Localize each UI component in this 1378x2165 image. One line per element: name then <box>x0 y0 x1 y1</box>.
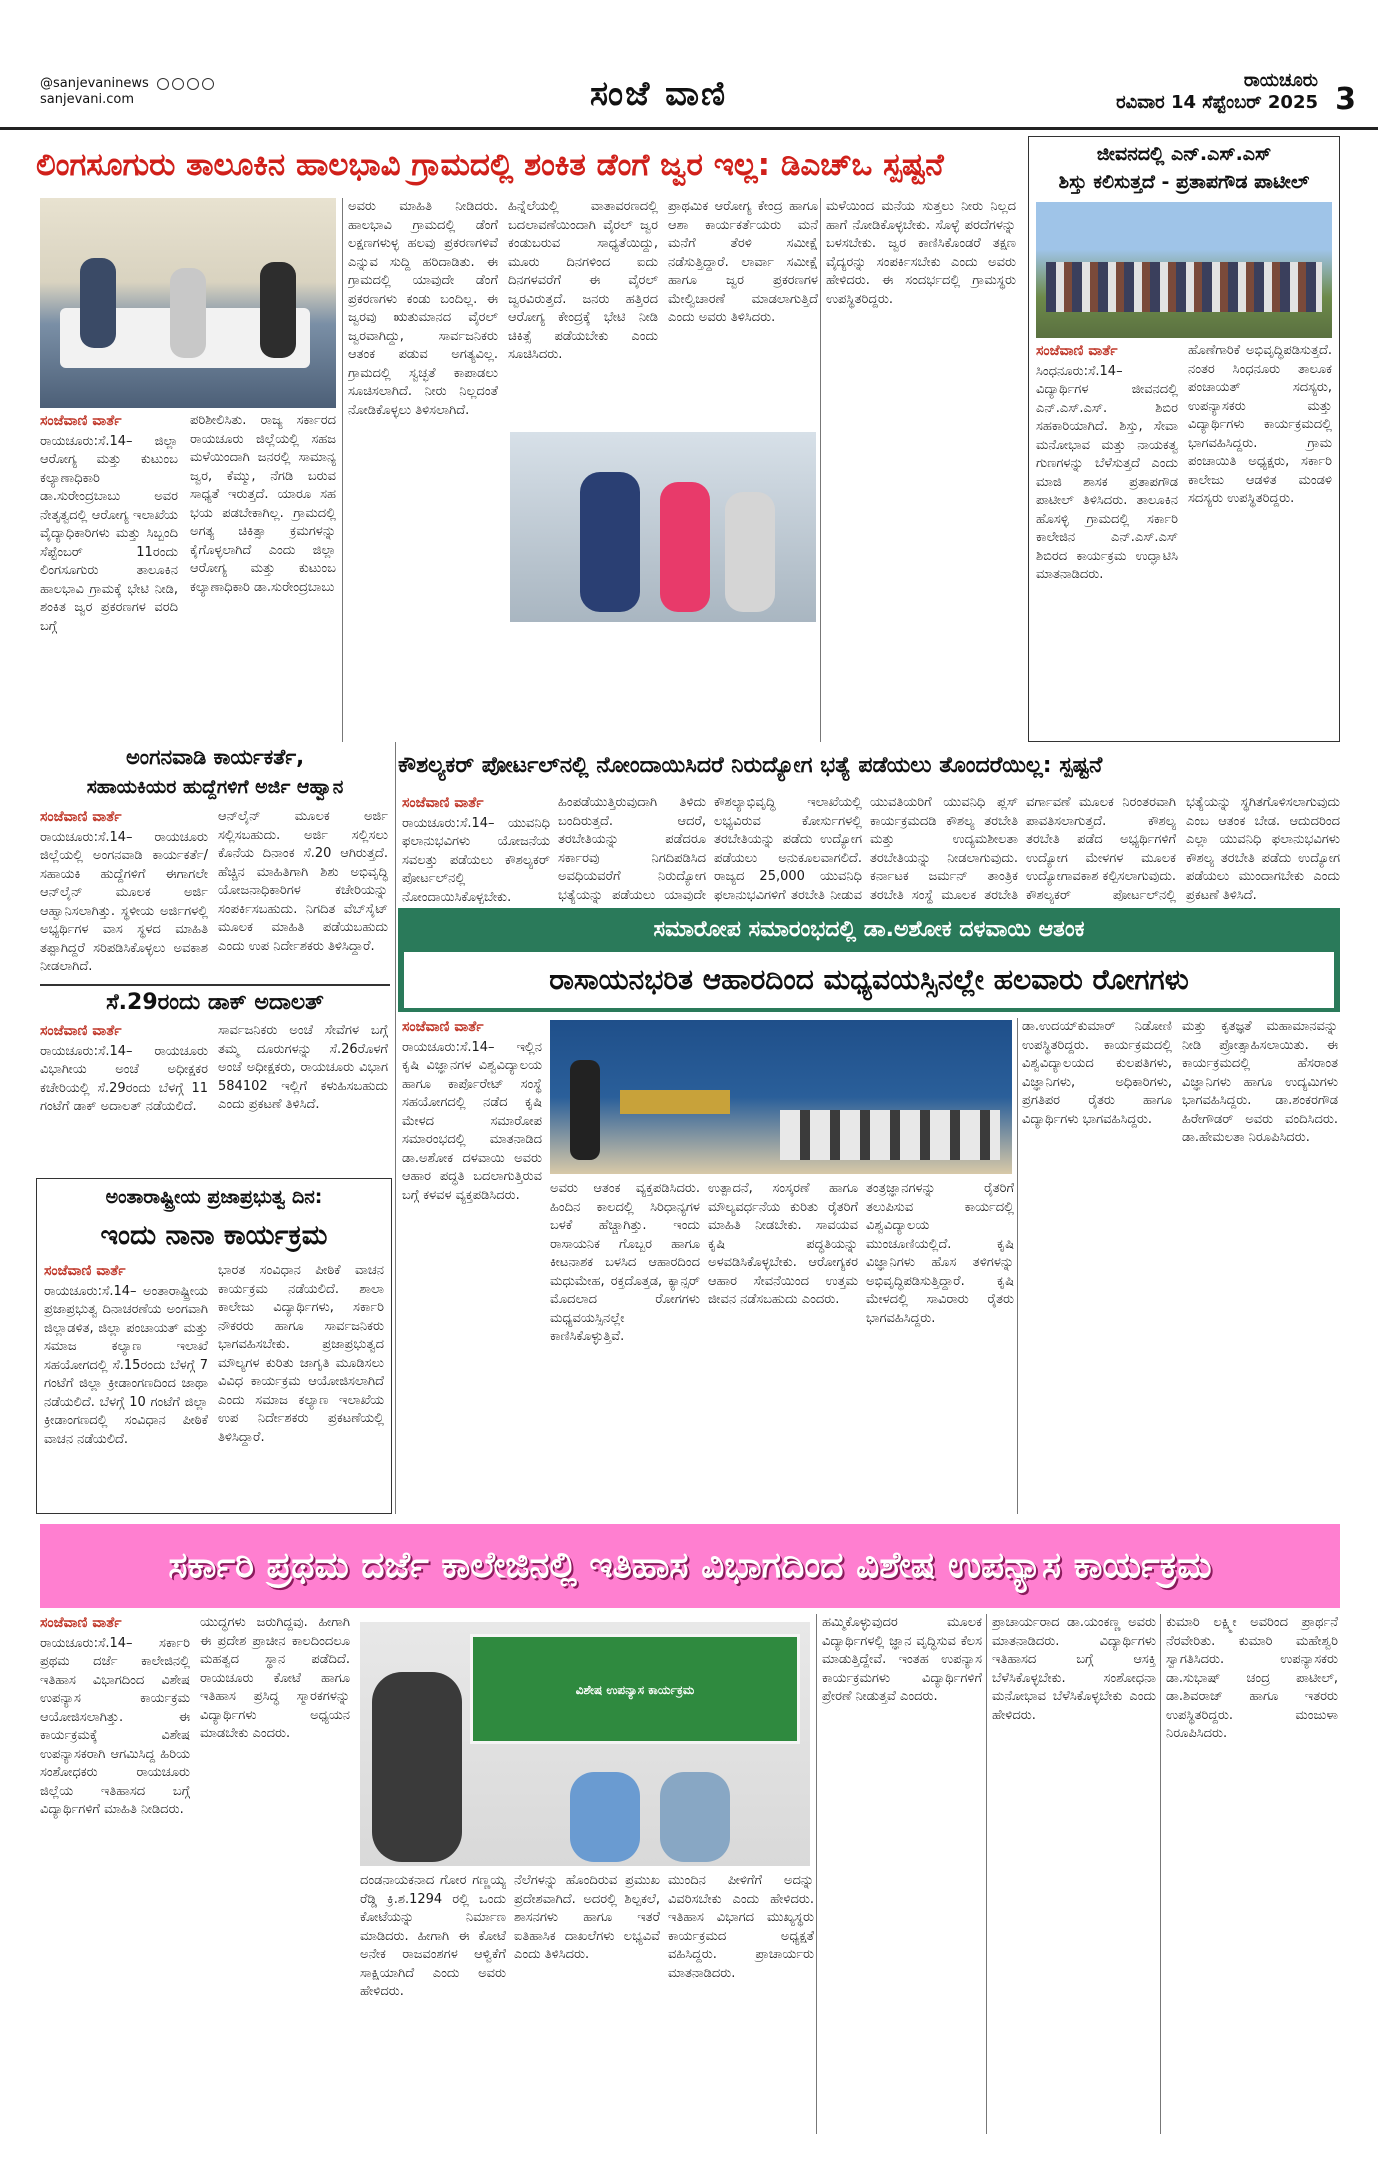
story7-text-1: ರಾಯಚೂರು:ಸೆ.14– ಇಲ್ಲಿನ ಕೃಷಿ ವಿಜ್ಞಾನಗಳ ವಿಶ್ವವಿದ್ಯಾಲಯ ಹಾಗೂ ಕಾರ್ಪೊರೇಟ್ ಸಂಸ್ಥೆ ಸಹಯೋಗದಲ್ಲಿ ನಡೆದ ಕೃಷಿ ಮೇಳದ ಸಮಾರೋಪ ಸಮಾರಂಭದಲ್ಲಿ ಮಾತನಾಡಿದ ಡಾ.ಅಶೋಕ ದಳವಾಯಿ ಅವರು ಆಹಾರ ಪದ್ಧತಿ ಬದಲಾಗುತ್ತಿರುವ ಬಗ್ಗೆ ಕಳವಳ ವ್ಯಕ್ತಪಡಿಸಿದರು. <box>402 1039 542 1203</box>
story5-column-1 <box>44 1262 208 1508</box>
story8-column-2 <box>200 1614 350 2134</box>
column-rule <box>820 198 821 742</box>
story7-photo <box>550 1020 1012 1174</box>
story3-text-2: ಆನ್‌ಲೈನ್ ಮೂಲಕ ಅರ್ಜಿ ಸಲ್ಲಿಸಬಹುದು. ಅರ್ಜಿ ಸಲ್ಲಿಸಲು ಕೊನೆಯ ದಿನಾಂಕ ಸೆ.20 ಆಗಿರುತ್ತದೆ. ಹೆಚ್ಚಿನ ಮಾಹಿತಿಗಾಗಿ ಶಿಶು ಅಭಿವೃದ್ಧಿ ಯೋಜನಾಧಿಕಾರಿಗಳ ಕಚೇರಿಯನ್ನು ಸಂಪರ್ಕಿಸಬಹುದು. ನಿಗದಿತ ವೆಬ್‌ಸೈಟ್ ಮೂಲಕ ಮಾಹಿತಿ ಪಡೆಯಬಹುದು ಎಂದು ಉಪ ನಿರ್ದೇಶಕರು ತಿಳಿಸಿದ್ದಾರೆ. <box>218 809 388 954</box>
story8-headline: ಸರ್ಕಾರಿ ಪ್ರಥಮ ದರ್ಜೆ ಕಾಲೇಜಿನಲ್ಲಿ ಇತಿಹಾಸ ವಿಭಾಗದಿಂದ ವಿಶೇಷ ಉಪನ್ಯಾಸ ಕಾರ್ಯಕ್ರಮ <box>168 1545 1212 1586</box>
column-rule <box>1017 1018 1018 1514</box>
story8-text-3: ದಂಡನಾಯಕನಾದ ಗೋರ ಗಣ್ಣಯ್ಯ ರೆಡ್ಡಿ ಕ್ರಿ.ಶ.1294 ರಲ್ಲಿ ಒಂದು ಕೋಟೆಯನ್ನು ನಿರ್ಮಾಣ ಮಾಡಿದರು. ಹೀಗಾಗಿ ಈ ಕೋಟೆ ಅನೇಕ ರಾಜವಂಶಗಳ ಆಳ್ವಿಕೆಗೆ ಸಾಕ್ಷಿಯಾಗಿದೆ ಎಂದು ಅವರು ಹೇಳಿದರು. <box>360 1873 506 1999</box>
story1-column-6 <box>826 198 1016 742</box>
story4-byline: ಸಂಜೆವಾಣಿ ವಾರ್ತೆ <box>40 1023 122 1039</box>
story8-column-1 <box>40 1614 190 2134</box>
story6-text-4: ಯುವತಿಯರಿಗೆ ಯುವನಿಧಿ ಪ್ಲಸ್ ಕಾರ್ಯಕ್ರಮದಡಿ ಕೌಶಲ್ಯ ತರಬೇತಿ ಮತ್ತು ಉದ್ಯಮಶೀಲತಾ ತರಬೇತಿಯನ್ನು ನೀಡಲಾಗುವುದು. ಕರ್ನಾಟಕ ಜರ್ಮನ್ ತಾಂತ್ರಿಕ ತರಬೇತಿ ಸಂಸ್ಥೆ ಮೂಲಕ ತರಬೇತಿ <box>870 795 1018 903</box>
dateline <box>1116 70 1318 114</box>
column-rule <box>1160 1614 1161 2134</box>
story1-text-6: ಮಳೆಯಿಂದ ಮನೆಯ ಸುತ್ತಲು ನೀರು ನಿಲ್ಲದ ಹಾಗೆ ನೋಡಿಕೊಳ್ಳಬೇಕು. ಸೊಳ್ಳೆ ಪರದೆಗಳನ್ನು ಬಳಸಬೇಕು. ಜ್ವರ ಕಾಣಿಸಿಕೊಂಡರೆ ತಕ್ಷಣ ವೈದ್ಯರನ್ನು ಸಂಪರ್ಕಿಸಬೇಕು ಎಂದು ಅವರು ಹೇಳಿದರು. ಈ ಸಂದರ್ಭದಲ್ಲಿ ಗ್ರಾಮಸ್ಥರು ಉಪಸ್ಥಿತರಿದ್ದರು. <box>826 199 1016 307</box>
column-rule <box>816 1614 817 2134</box>
social-icons <box>157 78 214 90</box>
story4-headline: ಸೆ.29ರಂದು ಡಾಕ್ ಅದಾಲತ್ <box>106 990 324 1015</box>
story1-photo-2 <box>510 432 816 622</box>
newspaper-logo <box>590 74 727 114</box>
story1-text-1: ರಾಯಚೂರು:ಸೆ.14– ಜಿಲ್ಲಾ ಆರೋಗ್ಯ ಮತ್ತು ಕುಟುಂಬ ಕಲ್ಯಾಣಾಧಿಕಾರಿ ಡಾ.ಸುರೇಂದ್ರಬಾಬು ಅವರ ನೇತೃತ್ವದಲ್ಲಿ ಆರೋಗ್ಯ ಇಲಾಖೆಯ ವೈದ್ಯಾಧಿಕಾರಿಗಳು ಮತ್ತು ಸಿಬ್ಬಂದಿ ಸೆಪ್ಟೆಂಬರ್ 11ರಂದು ಲಿಂಗಸೂಗುರು ತಾಲೂಕಿನ ಹಾಲಭಾವಿ ಗ್ರಾಮಕ್ಕೆ ಭೇಟಿ ನೀಡಿ, ಶಂಕಿತ ಜ್ವರ ಪ್ರಕರಣಗಳ ವರದಿ ಬಗ್ಗೆ <box>40 433 178 634</box>
story3-headline-line1: ಅಂಗನವಾಡಿ ಕಾರ್ಯಕರ್ತೆ, <box>125 745 305 769</box>
story7-text-4: ತಂತ್ರಜ್ಞಾನಗಳನ್ನು ರೈತರಿಗೆ ತಲುಪಿಸುವ ಕಾರ್ಯದಲ್ಲಿ ವಿಶ್ವವಿದ್ಯಾಲಯ ಮುಂಚೂಣಿಯಲ್ಲಿದೆ. ಕೃಷಿ ವಿಜ್ಞಾನಿಗಳು ಹೊಸ ತಳಿಗಳನ್ನು ಅಭಿವೃದ್ಧಿಪಡಿಸುತ್ತಿದ್ದಾರೆ. ಕೃಷಿ ಮೇಳದಲ್ಲಿ ಸಾವಿರಾರು ರೈತರು ಭಾಗವಹಿಸಿದ್ದರು. <box>866 1181 1014 1326</box>
story5-headline-line2: ಇಂದು ನಾನಾ ಕಾರ್ಯಕ್ರಮ <box>100 1220 328 1251</box>
story6-headline: ಕೌಶಲ್ಯಕರ್ ಪೋರ್ಟಲ್‌ನಲ್ಲಿ ನೋಂದಾಯಿಸಿದರೆ ನಿರುದ್ಯೋಗ ಭತ್ಯೆ ಪಡೆಯಲು ತೊಂದರೆಯಿಲ್ಲ: ಸ್ಪಷ್ಟನೆ <box>398 753 1103 778</box>
story5-text-2: ಭಾರತ ಸಂವಿಧಾನ ಪೀಠಿಕೆ ವಾಚನ ಕಾರ್ಯಕ್ರಮ ನಡೆಯಲಿದೆ. ಶಾಲಾ ಕಾಲೇಜು ವಿದ್ಯಾರ್ಥಿಗಳು, ಸರ್ಕಾರಿ ನೌಕರರು ಹಾಗೂ ಸಾರ್ವಜನಿಕರು ಭಾಗವಹಿಸಬೇಕು. ಪ್ರಜಾಪ್ರಭುತ್ವದ ಮೌಲ್ಯಗಳ ಕುರಿತು ಜಾಗೃತಿ ಮೂಡಿಸಲು ವಿವಿಧ ಕಾರ್ಯಕ್ರಮ ಆಯೋಜಿಸಲಾಗಿದೆ ಎಂದು ಸಮಾಜ ಕಲ್ಯಾಣ ಇಲಾಖೆಯ ಉಪ ನಿರ್ದೇಶಕರು ಪ್ರಕಟಣೆಯಲ್ಲಿ ತಿಳಿಸಿದ್ದಾರೆ. <box>218 1263 384 1445</box>
story3-text-1: ರಾಯಚೂರು:ಸೆ.14– ರಾಯಚೂರು ಜಿಲ್ಲೆಯಲ್ಲಿ ಅಂಗನವಾಡಿ ಕಾರ್ಯಕರ್ತೆ/ಸಹಾಯಕಿ ಹುದ್ದೆಗಳಿಗೆ ಈಗಾಗಲೇ ಆನ್‌ಲೈನ್ ಮೂಲಕ ಅರ್ಜಿ ಆಹ್ವಾನಿಸಲಾಗಿತ್ತು. ಸ್ಥಳೀಯ ಅರ್ಜಿಗಳಲ್ಲಿ ಅಭ್ಯರ್ಥಿಗಳ ವಾಸ ಸ್ಥಳದ ಮಾಹಿತಿ ತಪ್ಪಾಗಿದ್ದರೆ ಸರಿಪಡಿಸಿಕೊಳ್ಳಲು ಅವಕಾಶ ನೀಡಲಾಗಿದೆ. <box>40 829 208 974</box>
story8-text-1: ರಾಯಚೂರು:ಸೆ.14– ಸರ್ಕಾರಿ ಪ್ರಥಮ ದರ್ಜೆ ಕಾಲೇಜಿನಲ್ಲಿ ಇತಿಹಾಸ ವಿಭಾಗದಿಂದ ವಿಶೇಷ ಉಪನ್ಯಾಸ ಕಾರ್ಯಕ್ರಮ ಆಯೋಜಿಸಲಾಗಿತ್ತು. ಈ ಕಾರ್ಯಕ್ರಮಕ್ಕೆ ವಿಶೇಷ ಉಪನ್ಯಾಸಕರಾಗಿ ಆಗಮಿಸಿದ್ದ ಹಿರಿಯ ಸಂಶೋಧಕರು ರಾಯಚೂರು ಜಿಲ್ಲೆಯ ಇತಿಹಾಸದ ಬಗ್ಗೆ ವಿದ್ಯಾರ್ಥಿಗಳಿಗೆ ಮಾಹಿತಿ ನೀಡಿದರು. <box>40 1635 190 1817</box>
story5-text-1: ರಾಯಚೂರು:ಸೆ.14– ಅಂತಾರಾಷ್ಟ್ರೀಯ ಪ್ರಜಾಪ್ರಭುತ್ವ ದಿನಾಚರಣೆಯ ಅಂಗವಾಗಿ ಜಿಲ್ಲಾಡಳಿತ, ಜಿಲ್ಲಾ ಪಂಚಾಯತ್ ಮತ್ತು ಸಮಾಜ ಕಲ್ಯಾಣ ಇಲಾಖೆ ಸಹಯೋಗದಲ್ಲಿ ಸೆ.15ರಂದು ಬೆಳಗ್ಗೆ 7 ಗಂಟೆಗೆ ಜಿಲ್ಲಾ ಕ್ರೀಡಾಂಗಣದಿಂದ ಜಾಥಾ ನಡೆಯಲಿದೆ. ಬೆಳಗ್ಗೆ 10 ಗಂಟೆಗೆ ಜಿಲ್ಲಾ ಕ್ರೀಡಾಂಗಣದಲ್ಲಿ ಸಂವಿಧಾನ ಪೀಠಿಕೆ ವಾಚನ ನಡೆಯಲಿದೆ. <box>44 1283 208 1447</box>
story1-column-5 <box>668 198 818 426</box>
story7-text-5: ಡಾ.ಉದಯ್‌ಕುಮಾರ್ ನಿಡೋಣಿ ಉಪಸ್ಥಿತರಿದ್ದರು. ಕಾರ್ಯಕ್ರಮದಲ್ಲಿ ವಿಶ್ವವಿದ್ಯಾಲಯದ ಕುಲಪತಿಗಳು, ವಿಜ್ಞಾನಿಗಳು, ಅಧಿಕಾರಿಗಳು, ಪ್ರಗತಿಪರ ರೈತರು ಹಾಗೂ ವಿದ್ಯಾರ್ಥಿಗಳು ಭಾಗವಹಿಸಿದ್ದರು. <box>1022 1019 1172 1127</box>
story1-photo <box>40 198 336 408</box>
story1-text-4: ಹಿನ್ನೆಲೆಯಲ್ಲಿ ವಾತಾವರಣದಲ್ಲಿ ಬದಲಾವಣೆಯಿಂದಾಗಿ ವೈರಲ್ ಜ್ವರ ಕಂಡುಬರುವ ಸಾಧ್ಯತೆಯಿದ್ದು, ಮೂರು ದಿನಗಳಿಂದ ಐದು ದಿನಗಳವರೆಗೆ ಈ ವೈರಲ್ ಜ್ವರವಿರುತ್ತದೆ. ಜನರು ಹತ್ತಿರದ ಆರೋಗ್ಯ ಕೇಂದ್ರಕ್ಕೆ ಭೇಟಿ ನೀಡಿ ಚಿಕಿತ್ಸೆ ಪಡೆಯಬೇಕು ಎಂದು ಸೂಚಿಸಿದರು. <box>508 199 658 362</box>
story3-headline-line2: ಸಹಾಯಕಿಯರ ಹುದ್ದೆಗಳಿಗೆ ಅರ್ಜಿ ಆಹ್ವಾನ <box>86 776 344 798</box>
story8-column-3 <box>360 1872 506 2134</box>
story8-byline: ಸಂಜೆವಾಣಿ ವಾರ್ತೆ <box>40 1615 122 1631</box>
story7-headline-line2: ರಾಸಾಯನಭರಿತ ಆಹಾರದಿಂದ ಮಧ್ಯವಯಸ್ಸಿನಲ್ಲೇ ಹಲವಾರು ರೋಗಗಳು <box>549 963 1189 996</box>
story8-text-7: ಪ್ರಾಚಾರ್ಯರಾದ ಡಾ.ಯಂಕಣ್ಣ ಅವರು ಮಾತನಾಡಿದರು. ವಿದ್ಯಾರ್ಥಿಗಳು ಇತಿಹಾಸದ ಬಗ್ಗೆ ಆಸಕ್ತಿ ಬೆಳೆಸಿಕೊಳ್ಳಬೇಕು. ಸಂಶೋಧನಾ ಮನೋಭಾವ ಬೆಳೆಸಿಕೊಳ್ಳಬೇಕು ಎಂದು ಹೇಳಿದರು. <box>992 1615 1156 1723</box>
story7-column-2 <box>550 1180 700 1514</box>
story6-column-5 <box>1026 794 1176 904</box>
story7-column-3 <box>708 1180 858 1514</box>
story4-column-2 <box>218 1022 388 1172</box>
story7-headline-line1: ಸಮಾರೋಪ ಸಮಾರಂಭದಲ್ಲಿ ಡಾ.ಅಶೋಕ ದಳವಾಯಿ ಆತಂಕ <box>653 917 1085 942</box>
column-rule <box>342 198 343 742</box>
story3-column-2 <box>218 808 388 978</box>
story1-byline: ಸಂಜೆವಾಣಿ ವಾರ್ತೆ <box>40 413 122 429</box>
logo-text: ಸಂಜೆ ವಾಣಿ <box>590 74 728 114</box>
story1-column-1 <box>40 412 178 742</box>
story8-photo <box>360 1622 810 1866</box>
story6-column-2 <box>558 794 706 904</box>
story6-column-4 <box>870 794 1018 904</box>
story8-text-8: ಕುಮಾರಿ ಲಕ್ಷ್ಮೀ ಅವರಿಂದ ಪ್ರಾರ್ಥನೆ ನೆರವೇರಿತು. ಕುಮಾರಿ ಮಹೇಶ್ವರಿ ಸ್ವಾಗತಿಸಿದರು. ಉಪನ್ಯಾಸಕರು ಡಾ.ಸುಭಾಷ್ ಚಂದ್ರ ಪಾಟೀಲ್, ಡಾ.ಶಿವರಾಜ್ ಹಾಗೂ ಇತರರು ಉಪಸ್ಥಿತರಿದ್ದರು. ಮಂಜುಳಾ ನಿರೂಪಿಸಿದರು. <box>1166 1615 1338 1741</box>
story8-text-2: ಯುದ್ಧಗಳು ಜರುಗಿದ್ದವು. ಹೀಗಾಗಿ ಈ ಪ್ರದೇಶ ಪ್ರಾಚೀನ ಕಾಲದಿಂದಲೂ ಮಹತ್ವದ ಸ್ಥಾನ ಪಡೆದಿದೆ. ರಾಯಚೂರು ಕೋಟೆ ಹಾಗೂ ಇತಿಹಾಸ ಪ್ರಸಿದ್ಧ ಸ್ಮಾರಕಗಳನ್ನು ವಿದ್ಯಾರ್ಥಿಗಳು ಅಧ್ಯಯನ ಮಾಡಬೇಕು ಎಂದರು. <box>200 1615 350 1741</box>
story6-text-6: ಭತ್ಯೆಯನ್ನು ಸ್ಥಗಿತಗೊಳಿಸಲಾಗುವುದು ಎಂಬ ಆತಂಕ ಬೇಡ. ಆದುದರಿಂದ ಎಲ್ಲಾ ಯುವನಿಧಿ ಫಲಾನುಭವಿಗಳು ಕೌಶಲ್ಯ ತರಬೇತಿ ಪಡೆದು ಉದ್ಯೋಗ ಪಡೆಯಲು ಮುಂದಾಗಬೇಕು ಎಂದು ಪ್ರಕಟಣೆ ತಿಳಿಸಿದೆ. <box>1186 795 1340 903</box>
story1-column-2 <box>190 412 336 742</box>
column-rule <box>395 742 396 1514</box>
masthead-social <box>40 76 214 108</box>
masthead <box>0 0 1378 130</box>
story4-column-1 <box>40 1022 208 1172</box>
banner-text: ವಿಶೇಷ ಉಪನ್ಯಾಸ ಕಾರ್ಯಕ್ರಮ <box>575 1683 695 1697</box>
story4-text-2: ಸಾರ್ವಜನಿಕರು ಅಂಚೆ ಸೇವೆಗಳ ಬಗ್ಗೆ ತಮ್ಮ ದೂರುಗಳನ್ನು ಸೆ.26ರೊಳಗೆ ಅಂಚೆ ಅಧೀಕ್ಷಕರು, ರಾಯಚೂರು ವಿಭಾಗ 584102 ಇಲ್ಲಿಗೆ ಕಳುಹಿಸಬಹುದು ಎಂದು ಪ್ರಕಟಣೆ ತಿಳಿಸಿದೆ. <box>218 1023 388 1112</box>
story6-column-1 <box>402 794 550 904</box>
story5-byline: ಸಂಜೆವಾಣಿ ವಾರ್ತೆ <box>44 1263 126 1279</box>
facebook-icon <box>157 78 169 90</box>
story7-column-4 <box>866 1180 1014 1514</box>
story3-byline: ಸಂಜೆವಾಣಿ ವಾರ್ತೆ <box>40 809 122 825</box>
story1-column-3 <box>348 198 498 742</box>
story2-column-2 <box>1188 342 1332 738</box>
story8-column-4 <box>514 1872 660 2134</box>
story8-column-7 <box>992 1614 1156 2134</box>
story1-text-3: ಅವರು ಮಾಹಿತಿ ನೀಡಿದರು. ಹಾಲಭಾವಿ ಗ್ರಾಮದಲ್ಲಿ ಡೆಂಗೆ ಲಕ್ಷಣಗಳುಳ್ಳ ಹಲವು ಪ್ರಕರಣಗಳಿವೆ ಎನ್ನುವ ಸುದ್ದಿ ಹರಿದಾಡಿತು. ಈ ಗ್ರಾಮದಲ್ಲಿ ಯಾವುದೇ ಡೆಂಗೆ ಪ್ರಕರಣಗಳು ಕಂಡು ಬಂದಿಲ್ಲ. ಈ ಜ್ವರವು ಋತುಮಾನದ ವೈರಲ್ ಜ್ವರವಾಗಿದ್ದು, ಸಾರ್ವಜನಿಕರು ಆತಂಕ ಪಡುವ ಅಗತ್ಯವಿಲ್ಲ. ಗ್ರಾಮದಲ್ಲಿ ಸ್ವಚ್ಛತೆ ಕಾಪಾಡಲು ಸೂಚಿಸಲಾಗಿದೆ. ನೀರು ನಿಲ್ಲದಂತೆ ನೋಡಿಕೊಳ್ಳಲು ತಿಳಿಸಲಾಗಿದೆ. <box>348 199 498 418</box>
story1-headline: ಲಿಂಗಸೂಗುರು ತಾಲೂಕಿನ ಹಾಲಭಾವಿ ಗ್ರಾಮದಲ್ಲಿ ಶಂಕಿತ ಡೆಂಗೆ ಜ್ವರ ಇಲ್ಲ: ಡಿಎಚ್‌ಒ ಸ್ಪಷ್ಟನೆ <box>36 147 944 183</box>
column-rule <box>986 1614 987 2134</box>
story7-column-5 <box>1022 1018 1172 1514</box>
story7-column-6 <box>1182 1018 1338 1514</box>
story2-headline-line2: ಶಿಸ್ತು ಕಲಿಸುತ್ತದೆ - ಪ್ರತಾಪಗೌಡ ಪಾಟೀಲ್ <box>1058 171 1310 193</box>
story6-text-2: ಹಿಂಪಡೆಯುತ್ತಿರುವುದಾಗಿ ತಿಳಿದು ಬಂದಿರುತ್ತದೆ. ಆದರೆ, ತರಬೇತಿಯನ್ನು ಪಡೆದರೂ ಸರ್ಕಾರವು ನಿಗದಿಪಡಿಸಿದ ಅವಧಿಯವರೆಗೆ ನಿರುದ್ಯೋಗ ಭತ್ಯೆಯನ್ನು ಪಡೆಯಲು ಯಾವುದೇ <box>558 795 706 903</box>
site-url: sanjevani.com <box>40 92 134 107</box>
issue-date: ರವಿವಾರ 14 ಸೆಪ್ಟೆಂಬರ್ 2025 <box>1116 92 1318 113</box>
page-number: 3 <box>1335 82 1356 117</box>
story4-text-1: ರಾಯಚೂರು:ಸೆ.14– ರಾಯಚೂರು ವಿಭಾಗೀಯ ಅಂಚೆ ಅಧೀಕ್ಷಕರ ಕಚೇರಿಯಲ್ಲಿ ಸೆ.29ರಂದು ಬೆಳಗ್ಗೆ 11 ಗಂಟೆಗೆ ಡಾಕ್ ಅದಾಲತ್ ನಡೆಯಲಿದೆ. <box>40 1043 208 1114</box>
youtube-icon <box>172 78 184 90</box>
story2-byline: ಸಂಜೆವಾಣಿ ವಾರ್ತೆ <box>1036 343 1118 359</box>
story1-text-5: ಪ್ರಾಥಮಿಕ ಆರೋಗ್ಯ ಕೇಂದ್ರ ಹಾಗೂ ಆಶಾ ಕಾರ್ಯಕರ್ತೆಯರು ಮನೆ ಮನೆಗೆ ತೆರಳಿ ಸಮೀಕ್ಷೆ ನಡೆಸುತ್ತಿದ್ದಾರೆ. ಲಾರ್ವಾ ಸಮೀಕ್ಷೆ ಹಾಗೂ ಜ್ವರ ಪ್ರಕರಣಗಳ ಮೇಲ್ವಿಚಾರಣೆ ಮಾಡಲಾಗುತ್ತಿದೆ ಎಂದು ಅವರು ತಿಳಿಸಿದರು. <box>668 199 818 325</box>
story6-column-3 <box>714 794 862 904</box>
story7-column-1 <box>402 1018 542 1514</box>
story1-text-2: ಪರಿಶೀಲಿಸಿತು. ರಾಜ್ಯ ಸರ್ಕಾರದ ರಾಯಚೂರು ಜಿಲ್ಲೆಯಲ್ಲಿ ಸಹಜ ಮಳೆಯಿಂದಾಗಿ ಜನರಲ್ಲಿ ಸಾಮಾನ್ಯ ಜ್ವರ, ಕೆಮ್ಮು, ನೆಗಡಿ ಬರುವ ಸಾಧ್ಯತೆ ಇರುತ್ತದೆ. ಯಾರೂ ಸಹ ಭಯ ಪಡಬೇಕಾಗಿಲ್ಲ. ಗ್ರಾಮದಲ್ಲಿ ಅಗತ್ಯ ಚಿಕಿತ್ಸಾ ಕ್ರಮಗಳನ್ನು ಕೈಗೊಳ್ಳಲಾಗಿದೆ ಎಂದು ಜಿಲ್ಲಾ ಆರೋಗ್ಯ ಮತ್ತು ಕುಟುಂಬ ಕಲ್ಯಾಣಾಧಿಕಾರಿ ಡಾ.ಸುರೇಂದ್ರಬಾಬು <box>190 413 336 595</box>
story2-headline-line1: ಜೀವನದಲ್ಲಿ ಎನ್.ಎಸ್.ಎಸ್ <box>1096 143 1272 165</box>
story7-byline: ಸಂಜೆವಾಣಿ ವಾರ್ತೆ <box>402 1019 484 1035</box>
story3-column-1 <box>40 808 208 978</box>
story7-text-6: ಮತ್ತು ಕೃತಜ್ಞತೆ ಮಹಾಮಾನವನ್ನು ನೀಡಿ ಪ್ರೋತ್ಸಾಹಿಸಲಾಯಿತು. ಈ ಕಾರ್ಯಕ್ರಮದಲ್ಲಿ ಹೆಸರಾಂತ ವಿಜ್ಞಾನಿಗಳು ಹಾಗೂ ಉದ್ಯಮಿಗಳು ಭಾಗವಹಿಸಿದ್ದರು. ಡಾ.ಶಂಕರಗೌಡ ಹಿರೇಗೌಡರ್ ಅವರು ವಂದಿಸಿದರು. ಡಾ.ಹೇಮಲತಾ ನಿರೂಪಿಸಿದರು. <box>1182 1019 1338 1145</box>
story2-photo <box>1036 202 1332 338</box>
story6-text-3: ಕೌಶಲ್ಯಾಭಿವೃದ್ಧಿ ಇಲಾಖೆಯಲ್ಲಿ ಲಭ್ಯವಿರುವ ಕೋರ್ಸುಗಳಲ್ಲಿ ತರಬೇತಿಯನ್ನು ಪಡೆದು ಉದ್ಯೋಗ ಪಡೆಯಲು ಅನುಕೂಲವಾಗಲಿದೆ. ರಾಜ್ಯದ 25,000 ಯುವನಿಧಿ ಫಲಾನುಭವಿಗಳಿಗೆ ತರಬೇತಿ ನೀಡುವ <box>714 795 862 903</box>
instagram-icon <box>187 78 199 90</box>
story5-headline-line1: ಅಂತಾರಾಷ್ಟ್ರೀಯ ಪ್ರಜಾಪ್ರಭುತ್ವ ದಿನ: <box>105 1186 323 1208</box>
story6-byline: ಸಂಜೆವಾಣಿ ವಾರ್ತೆ <box>402 795 484 811</box>
twitter-icon <box>202 78 214 90</box>
city-name: ರಾಯಚೂರು <box>1243 70 1318 91</box>
story7-text-2: ಅವರು ಆತಂಕ ವ್ಯಕ್ತಪಡಿಸಿದರು. ಹಿಂದಿನ ಕಾಲದಲ್ಲಿ ಸಿರಿಧಾನ್ಯಗಳ ಬಳಕೆ ಹೆಚ್ಚಾಗಿತ್ತು. ಇಂದು ರಾಸಾಯನಿಕ ಗೊಬ್ಬರ ಹಾಗೂ ಕೀಟನಾಶಕ ಬಳಸಿದ ಆಹಾರದಿಂದ ಮಧುಮೇಹ, ರಕ್ತದೊತ್ತಡ, ಕ್ಯಾನ್ಸರ್ ಮೊದಲಾದ ರೋಗಗಳು ಮಧ್ಯವಯಸ್ಸಿನಲ್ಲೇ ಕಾಣಿಸಿಕೊಳ್ಳುತ್ತಿವೆ. <box>550 1181 700 1344</box>
story6-text-1: ರಾಯಚೂರು:ಸೆ.14– ಯುವನಿಧಿ ಫಲಾನುಭವಿಗಳು ಯೋಜನೆಯ ಸವಲತ್ತು ಪಡೆಯಲು ಕೌಶಲ್ಯಕರ್ ಪೋರ್ಟಲ್‌ನಲ್ಲಿ ನೋಂದಾಯಿಸಿಕೊಳ್ಳಬೇಕು. <box>402 815 550 904</box>
social-handle: @sanjevaninews <box>40 76 149 91</box>
story2-column-1 <box>1036 342 1178 738</box>
divider <box>40 984 390 986</box>
story8-column-6 <box>822 1614 982 2134</box>
story8-column-5 <box>668 1872 814 2134</box>
story1-column-4b <box>508 628 658 742</box>
story8-column-8 <box>1166 1614 1338 2134</box>
story5-column-2 <box>218 1262 384 1508</box>
story7-text-3: ಉತ್ಪಾದನೆ, ಸಂಸ್ಕರಣೆ ಹಾಗೂ ಮೌಲ್ಯವರ್ಧನೆಯ ಕುರಿತು ರೈತರಿಗೆ ಮಾಹಿತಿ ನೀಡಬೇಕು. ಸಾವಯವ ಕೃಷಿ ಪದ್ಧತಿಯನ್ನು ಅಳವಡಿಸಿಕೊಳ್ಳಬೇಕು. ಆರೋಗ್ಯಕರ ಆಹಾರ ಸೇವನೆಯಿಂದ ಉತ್ತಮ ಜೀವನ ನಡೆಸಬಹುದು ಎಂದರು. <box>708 1181 858 1307</box>
story6-text-5: ವರ್ಗಾವಣೆ ಮೂಲಕ ನಿರಂತರವಾಗಿ ಪಾವತಿಸಲಾಗುತ್ತದೆ. ಕೌಶಲ್ಯ ತರಬೇತಿ ಪಡೆದ ಅಭ್ಯರ್ಥಿಗಳಿಗೆ ಉದ್ಯೋಗ ಮೇಳಗಳ ಮೂಲಕ ಉದ್ಯೋಗಾವಕಾಶ ಕಲ್ಪಿಸಲಾಗುವುದು. ಕೌಶಲ್ಯಕರ್ ಪೋರ್ಟಲ್‌ನಲ್ಲಿ <box>1026 795 1176 903</box>
story8-text-5: ಮುಂದಿನ ಪೀಳಿಗೆಗೆ ಅದನ್ನು ವಿವರಿಸಬೇಕು ಎಂದು ಹೇಳಿದರು. ಇತಿಹಾಸ ವಿಭಾಗದ ಮುಖ್ಯಸ್ಥರು ಕಾರ್ಯಕ್ರಮದ ಅಧ್ಯಕ್ಷತೆ ವಹಿಸಿದ್ದರು. ಪ್ರಾಚಾರ್ಯರು ಮಾತನಾಡಿದರು. <box>668 1873 814 1981</box>
story1-column-4 <box>508 198 658 426</box>
story8-text-4: ನೆಲೆಗಳನ್ನು ಹೊಂದಿರುವ ಪ್ರಮುಖ ಪ್ರದೇಶವಾಗಿದೆ. ಅದರಲ್ಲಿ ಶಿಲ್ಪಕಲೆ, ಶಾಸನಗಳು ಹಾಗೂ ಇತರೆ ಐತಿಹಾಸಿಕ ದಾಖಲೆಗಳು ಲಭ್ಯವಿವೆ ಎಂದು ತಿಳಿಸಿದರು. <box>514 1873 660 1962</box>
story2-text-2: ಹೊಣೆಗಾರಿಕೆ ಅಭಿವೃದ್ಧಿಪಡಿಸುತ್ತದೆ. ನಂತರ ಸಿಂಧನೂರು ತಾಲೂಕ ಪಂಚಾಯತ್ ಸದಸ್ಯರು, ಉಪನ್ಯಾಸಕರು ಮತ್ತು ವಿದ್ಯಾರ್ಥಿಗಳು ಕಾರ್ಯಕ್ರಮದಲ್ಲಿ ಭಾಗವಹಿಸಿದ್ದರು. ಗ್ರಾಮ ಪಂಚಾಯಿತಿ ಅಧ್ಯಕ್ಷರು, ಸರ್ಕಾರಿ ಕಾಲೇಜು ಆಡಳಿತ ಮಂಡಳಿ ಸದಸ್ಯರು ಉಪಸ್ಥಿತರಿದ್ದರು. <box>1188 343 1332 506</box>
story2-text-1: ಸಿಂಧನೂರು:ಸೆ.14– ವಿದ್ಯಾರ್ಥಿಗಳ ಜೀವನದಲ್ಲಿ ಎನ್.ಎಸ್.ಎಸ್. ಶಿಬಿರ ಸಹಕಾರಿಯಾಗಿದೆ. ಶಿಸ್ತು, ಸೇವಾ ಮನೋಭಾವ ಮತ್ತು ನಾಯಕತ್ವ ಗುಣಗಳನ್ನು ಬೆಳೆಸುತ್ತದೆ ಎಂದು ಮಾಜಿ ಶಾಸಕ ಪ್ರತಾಪಗೌಡ ಪಾಟೀಲ್ ತಿಳಿಸಿದರು. ತಾಲೂಕಿನ ಹೊಸಳ್ಳಿ ಗ್ರಾಮದಲ್ಲಿ ಸರ್ಕಾರಿ ಕಾಲೇಜಿನ ಎನ್.ಎಸ್.ಎಸ್ ಶಿಬಿರದ ಕಾರ್ಯಕ್ರಮ ಉದ್ಘಾಟಿಸಿ ಮಾತನಾಡಿದರು. <box>1036 363 1178 582</box>
story8-text-6: ಹಮ್ಮಿಕೊಳ್ಳುವುದರ ಮೂಲಕ ವಿದ್ಯಾರ್ಥಿಗಳಲ್ಲಿ ಜ್ಞಾನ ವೃದ್ಧಿಸುವ ಕೆಲಸ ಮಾಡುತ್ತಿದ್ದೇವೆ. ಇಂತಹ ಉಪನ್ಯಾಸ ಕಾರ್ಯಕ್ರಮಗಳು ವಿದ್ಯಾರ್ಥಿಗಳಿಗೆ ಪ್ರೇರಣೆ ನೀಡುತ್ತವೆ ಎಂದರು. <box>822 1615 982 1704</box>
story6-column-6 <box>1186 794 1340 904</box>
